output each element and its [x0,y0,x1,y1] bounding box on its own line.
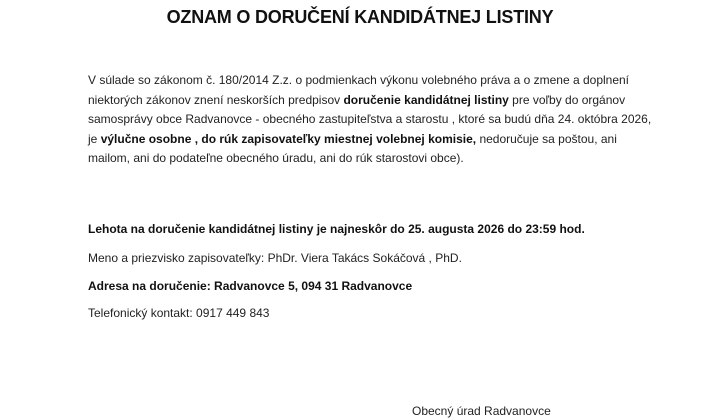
address-line: Adresa na doručenie: Radvanovce 5, 094 31 Radvanovce [88,279,413,293]
footer-signature: Obecný úrad Radvanovce [412,404,551,418]
deadline-line: Lehota na doručenie kandidátnej listiny je najneskôr do 25. augusta 2026 do 23:59 hod. [88,222,585,236]
paragraph-bold-1: doručenie kandidátnej listiny [343,92,509,107]
paragraph-text-1: V súlade so zákonom č. 180/2014 Z.z. o podmienkach výkonu volebného práva a o zmene a doplnení niektorých zákonov znení neskorších predpisov [88,73,630,107]
document-title: OZNAM O DORUČENÍ KANDIDÁTNEJ LISTINY [166,7,554,27]
phone-line: Telefonický kontakt: 0917 449 843 [88,306,270,320]
paragraph-bold-2: výlučne osobne , do rúk zapisovateľky miestnej volebnej komisie, [100,131,477,146]
main-paragraph [88,71,660,169]
paragraph-text-3: nedoručuje sa poštou, ani mailom, ani do podateľne obecného úradu, ani do rúk starostovi obce). [88,131,617,165]
recorder-line: Meno a priezvisko zapisovateľky: PhDr. Viera Takács Sokáčová , PhD. [88,251,462,265]
paragraph-text-2: pre voľby do orgánov samosprávy obce Radvanovce - obecného zastupiteľstva a starostu , ktoré sa budú dňa 24. októbra 2026, je [88,92,652,146]
